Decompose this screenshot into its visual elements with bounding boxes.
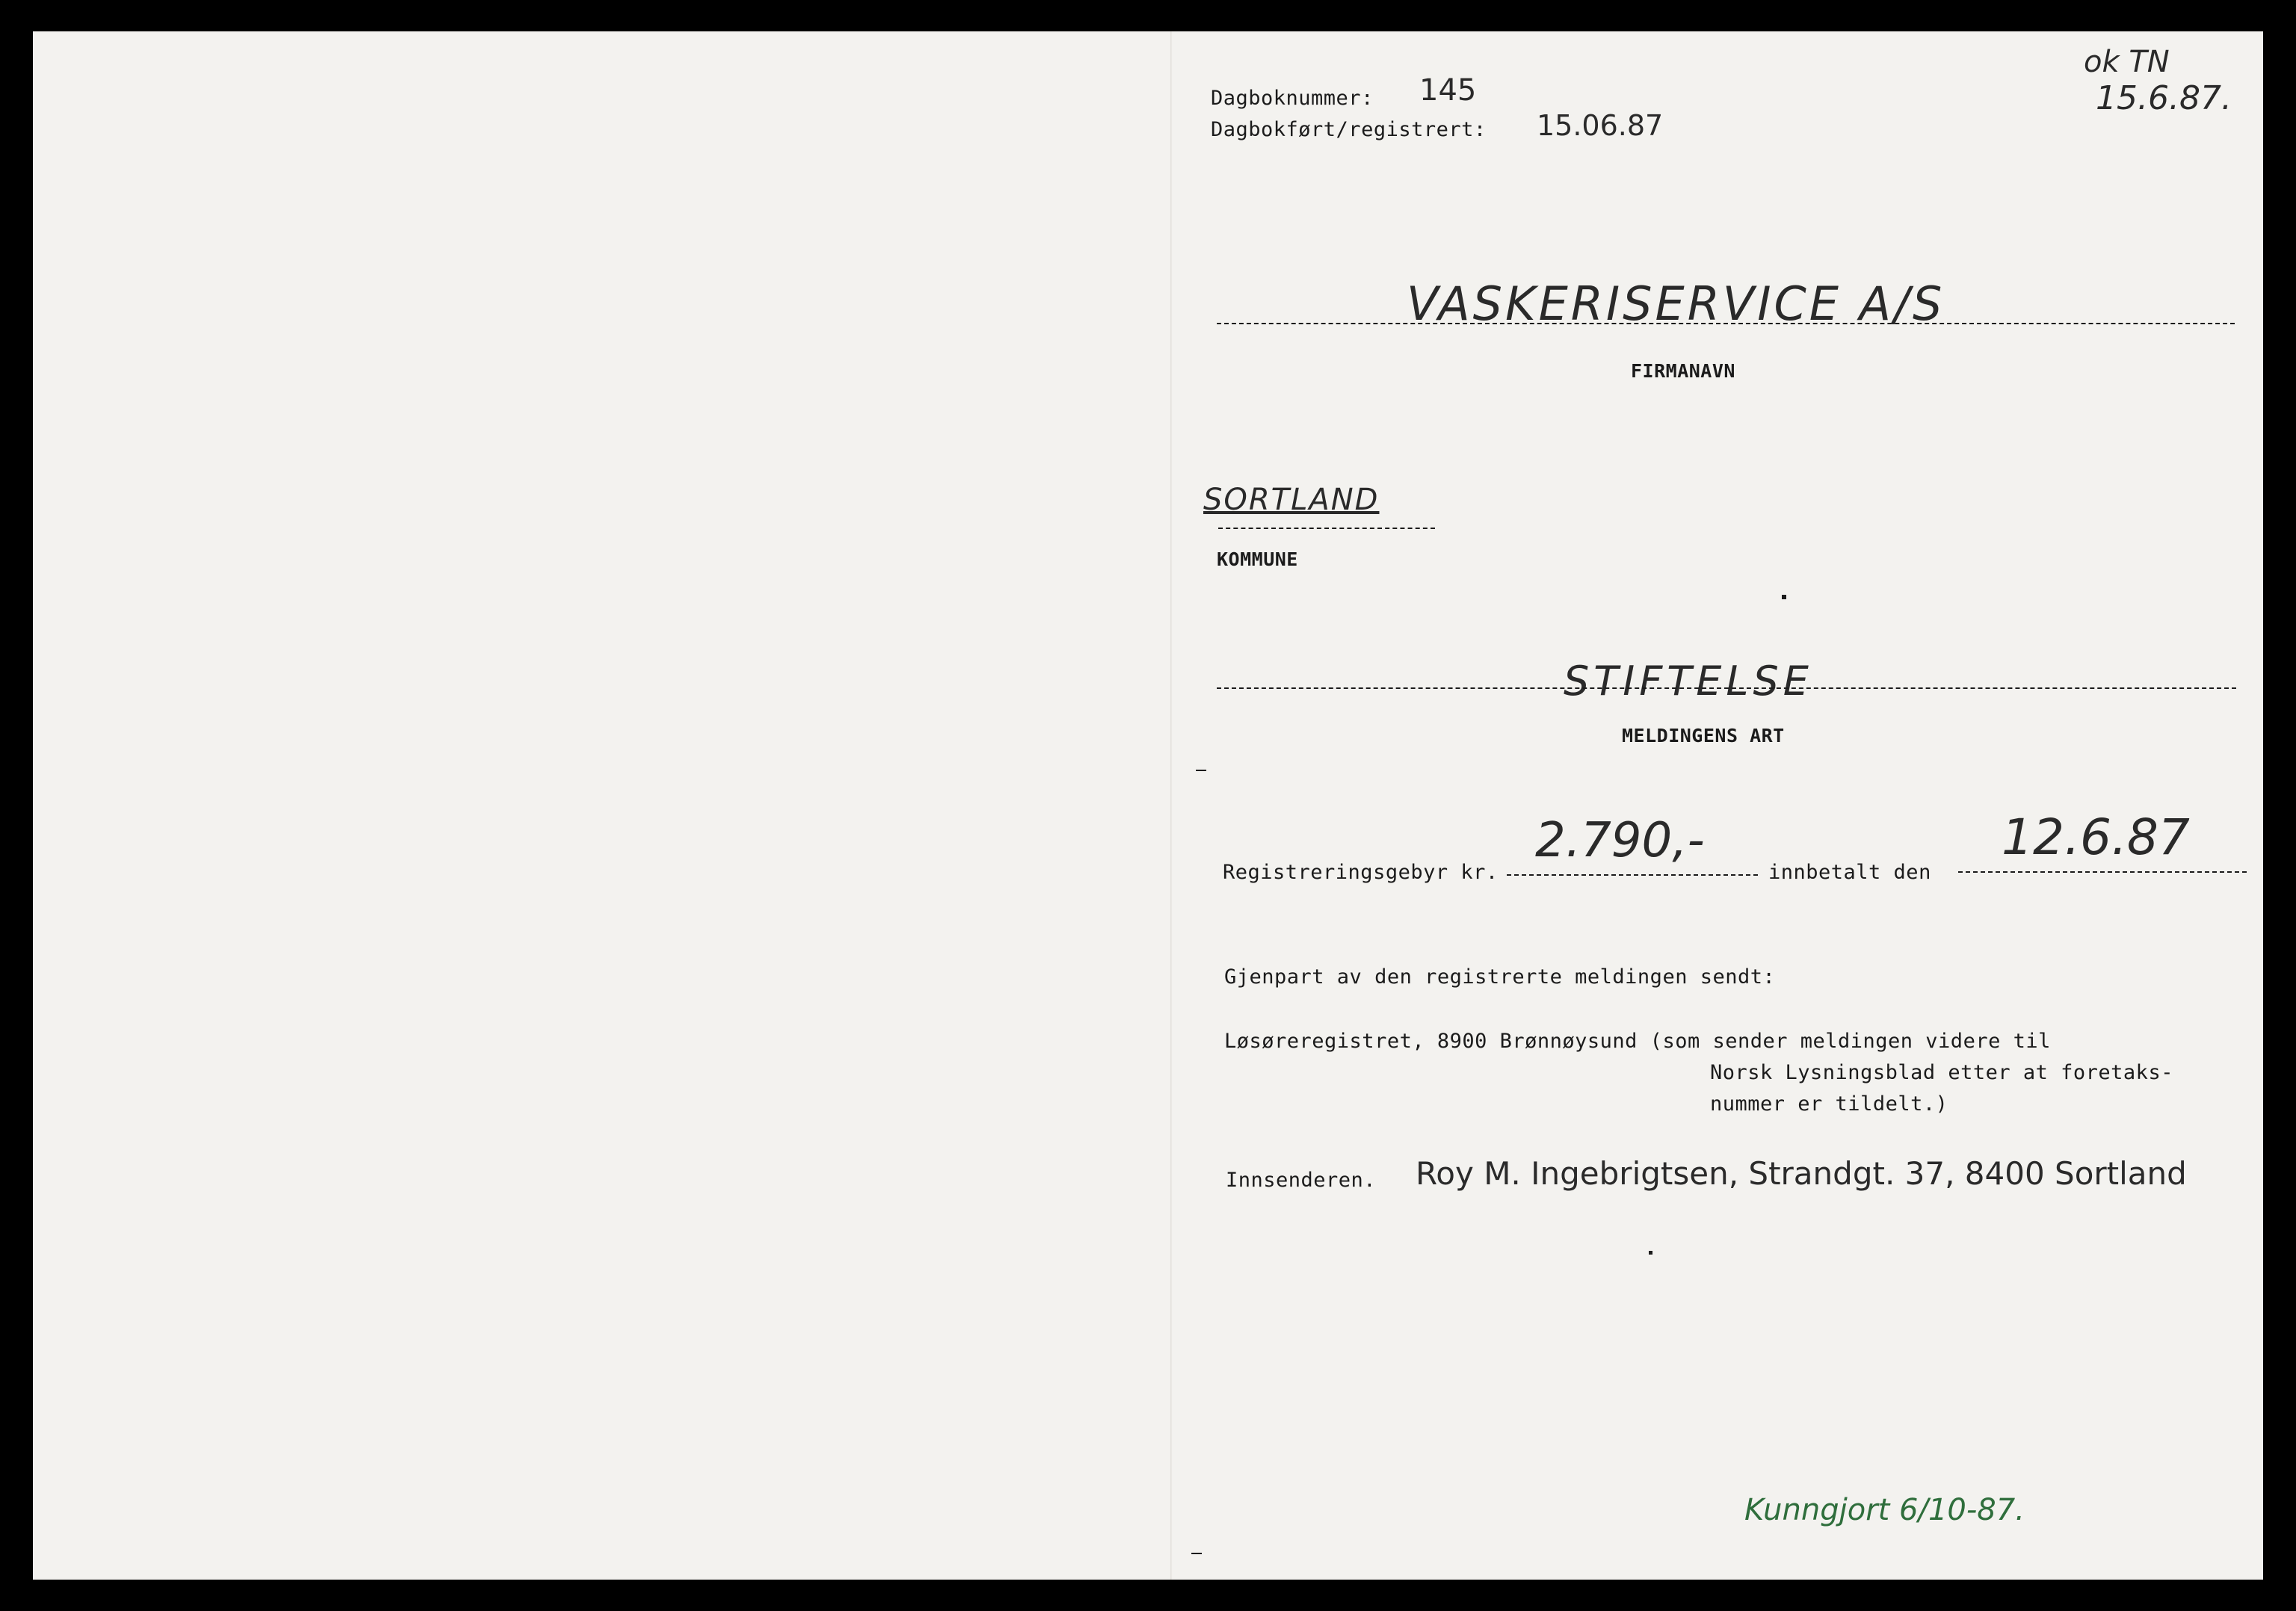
scan-speck (1191, 1553, 1202, 1554)
kunngjort-note: Kunngjort 6/10-87. (1744, 1493, 2025, 1527)
gebyr-line (1507, 874, 1758, 876)
innsender-value: Roy M. Ingebrigtsen, Strandgt. 37, 8400 Sortland (1416, 1155, 2187, 1192)
gjenpart-line-1: Løsøreregistret, 8900 Brønnøysund (som sender meldingen videre til (1224, 1030, 2051, 1053)
gebyr-label: Registreringsgebyr kr. (1223, 861, 1499, 884)
paid-label: innbetalt den (1768, 861, 1931, 884)
scan-speck (1196, 770, 1206, 771)
paid-date: 12.6.87 (2002, 808, 2190, 866)
scan-speck (1649, 1251, 1652, 1255)
meldingens-art-label: MELDINGENS ART (1622, 725, 1785, 746)
firmanavn-value: VASKERISERVICE A/S (1407, 276, 1945, 331)
paid-line (1958, 871, 2247, 873)
corner-note-2: 15.6.87. (2096, 79, 2232, 117)
dagboknummer-value: 145 (1419, 73, 1477, 108)
gjenpart-heading: Gjenpart av den registrerte meldingen sendt: (1224, 965, 1776, 989)
meldingens-art-value: STIFTELSE (1564, 658, 1813, 705)
kommune-label: KOMMUNE (1217, 548, 1298, 570)
dagboknummer-label: Dagboknummer: (1211, 87, 1374, 110)
meldingens-art-line (1217, 687, 2236, 689)
registrert-value: 15.06.87 (1537, 109, 1664, 142)
kommune-line (1218, 528, 1435, 529)
corner-note-1: ok TN (2084, 45, 2170, 79)
document-sheet (33, 31, 2263, 1580)
scan-speck (1782, 595, 1786, 599)
kommune-value: SORTLAND (1203, 483, 1380, 517)
gebyr-amount: 2.790,- (1535, 813, 1705, 868)
page-fold (1170, 31, 1173, 1580)
gjenpart-line-2: Norsk Lysningsblad etter at foretaks- (1710, 1061, 2173, 1084)
innsender-label: Innsenderen. (1226, 1169, 1377, 1192)
registrert-label: Dagbokført/registrert: (1211, 118, 1487, 141)
gjenpart-line-3: nummer er tildelt.) (1710, 1092, 1948, 1116)
firmanavn-label: FIRMANAVN (1631, 360, 1735, 382)
